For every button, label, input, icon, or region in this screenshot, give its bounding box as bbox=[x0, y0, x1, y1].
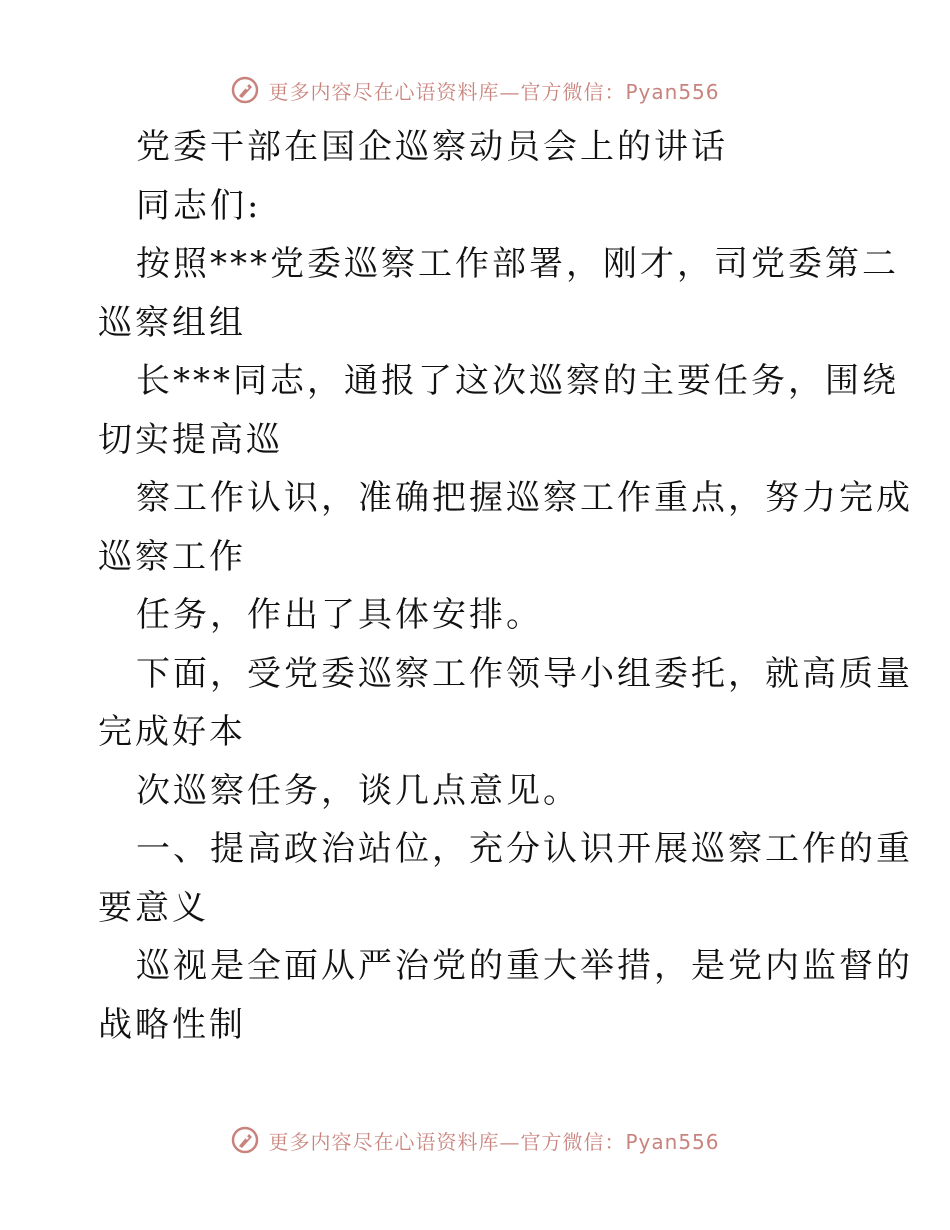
text-line: 巡察工作 bbox=[98, 536, 246, 577]
watermark-text: 更多内容尽在心语资料库—官方微信：Pyan556 bbox=[268, 1129, 720, 1154]
text-line: 下面，受党委巡察工作领导小组委托，就高质量 bbox=[136, 653, 913, 694]
pen-nib-circle-icon bbox=[230, 1125, 260, 1155]
text-line: 同志们: bbox=[136, 185, 262, 226]
document-body bbox=[98, 118, 913, 1054]
text-line: 察工作认识，准确把握巡察工作重点，努力完成 bbox=[136, 478, 913, 518]
text-line: 战略性制 bbox=[98, 1004, 246, 1045]
text-line: 任务，作出了具体安排。 bbox=[136, 595, 543, 635]
text-line: 按照***党委巡察工作部署，刚才，司党委第二 bbox=[136, 244, 899, 284]
text-line: 巡视是全面从严治党的重大举措，是党内监督的 bbox=[136, 946, 913, 986]
text-line: 次巡察任务，谈几点意见。 bbox=[136, 770, 580, 811]
header-watermark bbox=[0, 70, 950, 110]
watermark-text: 更多内容尽在心语资料库—官方微信：Pyan556 bbox=[268, 79, 720, 104]
text-line: 完成好本 bbox=[98, 712, 246, 752]
text-line: 一、提高政治站位，充分认识开展巡察工作的重 bbox=[136, 829, 913, 869]
text-line: 要意义 bbox=[98, 887, 209, 928]
text-line: 巡察组组 bbox=[98, 302, 246, 343]
text-line: 党委干部在国企巡察动员会上的讲话 bbox=[136, 127, 728, 167]
text-line: 切实提高巡 bbox=[98, 419, 283, 460]
footer-watermark bbox=[0, 1120, 950, 1160]
pen-nib-circle-icon bbox=[230, 75, 260, 105]
text-line: 长***同志，通报了这次巡察的主要任务，围绕 bbox=[136, 361, 899, 401]
